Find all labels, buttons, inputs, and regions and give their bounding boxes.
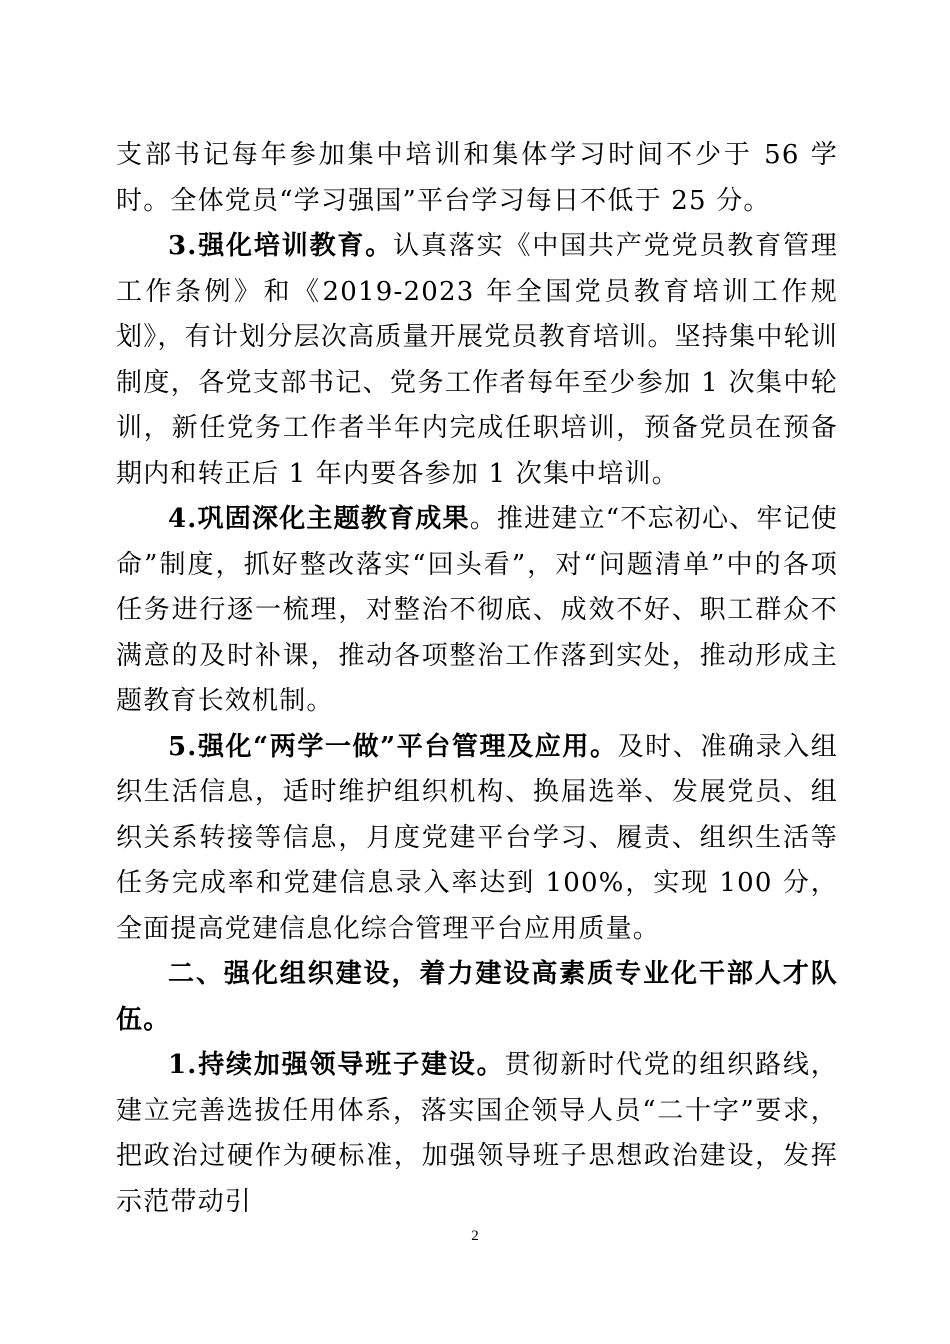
paragraph-text: 认真落实《中国共产党党员教育管理工作条例》和《2019-2023 年全国党员教育培训工作规划》，有计划分层次高质量开展党员教育培训。坚持集中轮训制度，各党支部书记、党务工作者每年至少参加 1 次集中轮训，新任党务工作者半年内完成任职培训，预备党员在预备期内和转正后 1 年内要各参加 1 次集中培训。 <box>116 231 838 489</box>
page-number: 2 <box>471 1228 479 1244</box>
paragraph-leadership <box>116 1043 838 1225</box>
paragraph-text: 。推进建立“不忘初心、牢记使命”制度，抓好整改落实“回头看”，对“问题清单”中的各项任务进行逐一梳理，对整治不彻底、成效不好、职工群众不满意的及时补课，推动各项整治工作落到实处，推动形成主题教育长效机制。 <box>116 504 839 716</box>
document-body <box>116 133 838 1225</box>
paragraph-continuation <box>116 133 838 224</box>
paragraph-text: 支部书记每年参加集中培训和集体学习时间不少于 56 学时。全体党员“学习强国”平台学习每日不低于 25 分。 <box>116 140 838 216</box>
paragraph-text: 及时、准确录入组织生活信息，适时维护组织机构、换届选举、发展党员、组织关系转接等信息，月度党建平台学习、履责、组织生活等任务完成率和党建信息录入率达到 100%，实现 100 分，全面提高党建信息化综合管理平台应用质量。 <box>116 731 839 944</box>
section-heading: 5.强化“两学一做”平台管理及应用。 <box>168 731 618 762</box>
chapter-heading: 二、强化组织建设，着力建设高素质专业化干部人才队伍。 <box>116 959 838 1035</box>
paragraph-platform <box>116 725 838 953</box>
paragraph-organization-heading <box>116 952 838 1043</box>
paragraph-training <box>116 224 838 497</box>
paragraph-text: 贯彻新时代党的组织路线，建立完善选拔任用体系，落实国企领导人员“二十字”要求，把政治过硬作为硬标准，加强领导班子思想政治建设，发挥示范带动引 <box>116 1050 838 1217</box>
section-heading: 3.强化培训教育。 <box>168 231 394 261</box>
section-heading: 4.巩固深化主题教育成果 <box>168 504 470 534</box>
section-heading: 1.持续加强领导班子建设。 <box>168 1050 505 1080</box>
paragraph-theme-education <box>116 497 838 725</box>
